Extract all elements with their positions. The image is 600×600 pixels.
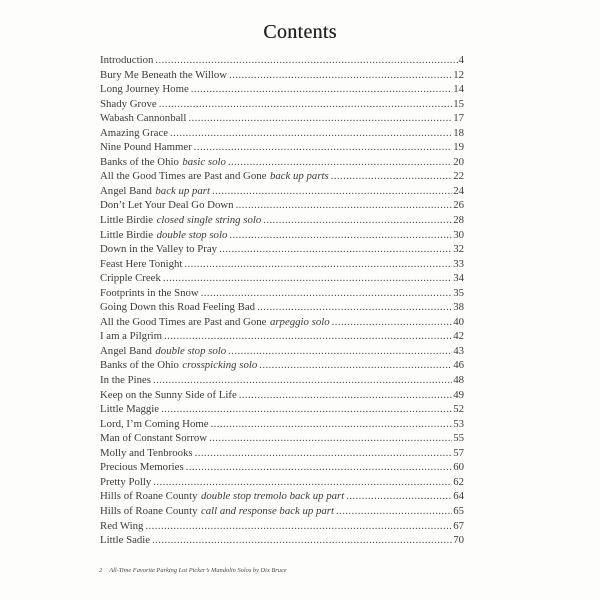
dot-leader: [259, 358, 452, 373]
toc-entry-style-note: call and response back up part: [200, 504, 335, 517]
toc-entry-title: Man of Constant Sorrow: [100, 432, 208, 445]
toc-entry-page-number: 38: [453, 301, 464, 314]
dot-leader: [145, 519, 452, 534]
toc-entry-page-number: 18: [453, 126, 464, 139]
dot-leader: [219, 242, 452, 257]
toc-entry: [100, 257, 464, 272]
toc-entry-page-number: 4: [458, 54, 464, 66]
toc-entry: [100, 271, 464, 286]
toc-entry-title: Hills of Roane County: [100, 490, 198, 503]
toc-entry-title: All the Good Times are Past and Gone: [100, 170, 267, 183]
toc-entry: [100, 126, 464, 141]
toc-entry-style-note: crosspicking solo: [182, 359, 258, 372]
dot-leader: [263, 213, 452, 228]
toc-entry: [100, 286, 464, 301]
dot-leader: [191, 82, 452, 97]
toc-entry-page-number: 46: [453, 359, 464, 372]
toc-entry: [100, 228, 464, 243]
dot-leader: [155, 53, 457, 68]
toc-entry-style-note: basic solo: [182, 155, 226, 168]
toc-entry-title: In the Pines: [100, 374, 151, 387]
toc-entry: [100, 431, 464, 446]
toc-entry-page-number: 24: [453, 184, 464, 197]
footer-book-title: All-Time Favorite Parking Lot Picker’s Mandolin Solos by Dix Bruce: [109, 567, 287, 574]
toc-entry: [100, 198, 464, 213]
toc-entry-title: Footprints in the Snow: [100, 286, 199, 299]
toc-entry-style-note: closed single string solo: [156, 214, 262, 227]
toc-entry-title: Little Sadie: [100, 534, 151, 547]
dot-leader: [229, 68, 452, 83]
toc-entry: [100, 184, 464, 199]
toc-entry-title: All the Good Times are Past and Gone: [100, 315, 267, 328]
dot-leader: [228, 344, 452, 359]
toc-entry: [100, 213, 464, 228]
toc-entry-title: Lord, I’m Coming Home: [100, 417, 209, 430]
dot-leader: [184, 257, 452, 272]
toc-entry-page-number: 35: [453, 286, 464, 299]
dot-leader: [336, 504, 452, 519]
toc-entry-style-note: back up part: [155, 184, 210, 197]
toc-entry: [100, 489, 464, 504]
toc-entry: [100, 242, 464, 257]
toc-entry-title: Down in the Valley to Pray: [100, 243, 218, 256]
toc-entry-title: Don’t Let Your Deal Go Down: [100, 199, 234, 212]
toc-entry-page-number: 28: [453, 214, 464, 227]
toc-entry-title: Banks of the Ohio: [100, 359, 179, 372]
toc-entry-style-note: double stop solo: [156, 228, 228, 241]
toc-entry-page-number: 40: [453, 315, 464, 328]
toc-entry-page-number: 32: [453, 243, 464, 256]
dot-leader: [159, 97, 453, 112]
dot-leader: [229, 228, 452, 243]
toc-entry: [100, 140, 464, 155]
dot-leader: [236, 198, 453, 213]
dot-leader: [153, 475, 452, 490]
toc-entry: [100, 155, 464, 170]
toc-entry-title: Pretty Polly: [100, 475, 152, 488]
page-footer: [99, 567, 287, 575]
toc-entry-title: Keep on the Sunny Side of Life: [100, 388, 237, 401]
toc-entry-page-number: 55: [453, 432, 464, 445]
page-title: Contents: [263, 21, 337, 43]
toc-entry-page-number: 14: [453, 83, 464, 96]
toc-entry-title: Little Maggie: [100, 403, 160, 416]
toc-entry-title: Banks of the Ohio: [100, 155, 179, 168]
toc-entry: [100, 358, 464, 373]
dot-leader: [211, 417, 453, 432]
toc-entry: [100, 68, 464, 83]
toc-entry-page-number: 12: [453, 68, 464, 81]
toc-entry: [100, 533, 464, 548]
toc-entry: [100, 417, 464, 432]
toc-entry-title: Wabash Cannonball: [100, 112, 187, 125]
toc-entry-page-number: 62: [453, 475, 464, 488]
toc-entry-page-number: 48: [453, 374, 464, 387]
toc-entry-title: Molly and Tenbrooks: [100, 446, 193, 459]
toc-entry-page-number: 42: [453, 330, 464, 343]
toc-entry: [100, 373, 464, 388]
toc-entry-style-note: arpeggio solo: [269, 315, 330, 328]
toc-entry-title: Feast Here Tonight: [100, 257, 183, 270]
dot-leader: [212, 184, 452, 199]
dot-leader: [331, 169, 452, 184]
toc-entry: [100, 97, 464, 112]
toc-entry-title: Precious Memories: [100, 461, 184, 474]
toc-entry-title: I am a Pilgrim: [100, 330, 163, 343]
toc-entry-title: Bury Me Beneath the Willow: [100, 68, 228, 81]
toc-entry-title: Little Birdie: [100, 214, 154, 227]
toc-entry-page-number: 53: [453, 417, 464, 430]
toc-entry-page-number: 43: [453, 344, 464, 357]
toc-entry-page-number: 20: [453, 155, 464, 168]
toc-entry-page-number: 34: [453, 272, 464, 285]
toc-entry-title: Nine Pound Hammer: [100, 141, 192, 154]
toc-entry-title: Going Down this Road Feeling Bad: [100, 301, 256, 314]
toc-entry: [100, 402, 464, 417]
toc-entry-title: Shady Grove: [100, 97, 157, 110]
dot-leader: [164, 329, 452, 344]
toc-entry-page-number: 64: [453, 490, 464, 503]
toc-entry: [100, 344, 464, 359]
toc-entry: [100, 82, 464, 97]
dot-leader: [332, 315, 453, 330]
toc-entry-page-number: 60: [453, 461, 464, 474]
toc-entry: [100, 388, 464, 403]
toc-entry-style-note: back up parts: [269, 170, 329, 183]
toc-entry-title: Introduction: [100, 54, 154, 66]
toc-entry-page-number: 15: [453, 97, 464, 110]
toc-entry: [100, 111, 464, 126]
dot-leader: [346, 489, 452, 504]
toc-entry-title: Angel Band: [100, 344, 152, 357]
toc-entry-page-number: 52: [453, 403, 464, 416]
toc-entry-style-note: double stop tremolo back up part: [200, 490, 345, 503]
dot-leader: [152, 533, 452, 548]
toc-list: [100, 53, 464, 548]
dot-leader: [186, 460, 453, 475]
toc-entry: [100, 329, 464, 344]
dot-leader: [195, 446, 453, 461]
toc-entry-page-number: 67: [453, 519, 464, 532]
toc-entry: [100, 315, 464, 330]
dot-leader: [194, 140, 452, 155]
dot-leader: [163, 271, 452, 286]
toc-entry: [100, 519, 464, 534]
dot-leader: [257, 300, 452, 315]
toc-entry-title: Amazing Grace: [100, 126, 169, 139]
toc-entry-page-number: 17: [453, 112, 464, 125]
toc-entry-title: Cripple Creek: [100, 272, 161, 285]
toc-entry: [100, 446, 464, 461]
toc-entry-page-number: 30: [453, 228, 464, 241]
toc-entry: [100, 53, 464, 68]
toc-entry-page-number: 65: [453, 504, 464, 517]
dot-leader: [228, 155, 452, 170]
toc-entry-page-number: 22: [453, 170, 464, 183]
toc-entry-page-number: 26: [453, 199, 464, 212]
footer-page-number: 2: [99, 567, 103, 574]
toc-entry-title: Angel Band: [100, 184, 152, 197]
dot-leader: [188, 111, 452, 126]
toc-entry: [100, 169, 464, 184]
toc-entry-page-number: 70: [453, 534, 464, 547]
dot-leader: [201, 286, 453, 301]
dot-leader: [161, 402, 452, 417]
toc-entry: [100, 300, 464, 315]
toc-entry-title: Hills of Roane County: [100, 504, 198, 517]
dot-leader: [170, 126, 452, 141]
toc-entry-style-note: double stop solo: [155, 344, 227, 357]
toc-entry-title: Red Wing: [100, 519, 144, 532]
toc-entry-title: Long Journey Home: [100, 83, 189, 96]
toc-entry-title: Little Birdie: [100, 228, 154, 241]
dot-leader: [239, 388, 452, 403]
toc-entry-page-number: 57: [453, 446, 464, 459]
dot-leader: [209, 431, 452, 446]
toc-entry-page-number: 19: [453, 141, 464, 154]
toc-entry: [100, 504, 464, 519]
toc-entry-page-number: 49: [453, 388, 464, 401]
toc-entry: [100, 475, 464, 490]
dot-leader: [153, 373, 452, 388]
toc-entry-page-number: 33: [453, 257, 464, 270]
toc-entry: [100, 460, 464, 475]
